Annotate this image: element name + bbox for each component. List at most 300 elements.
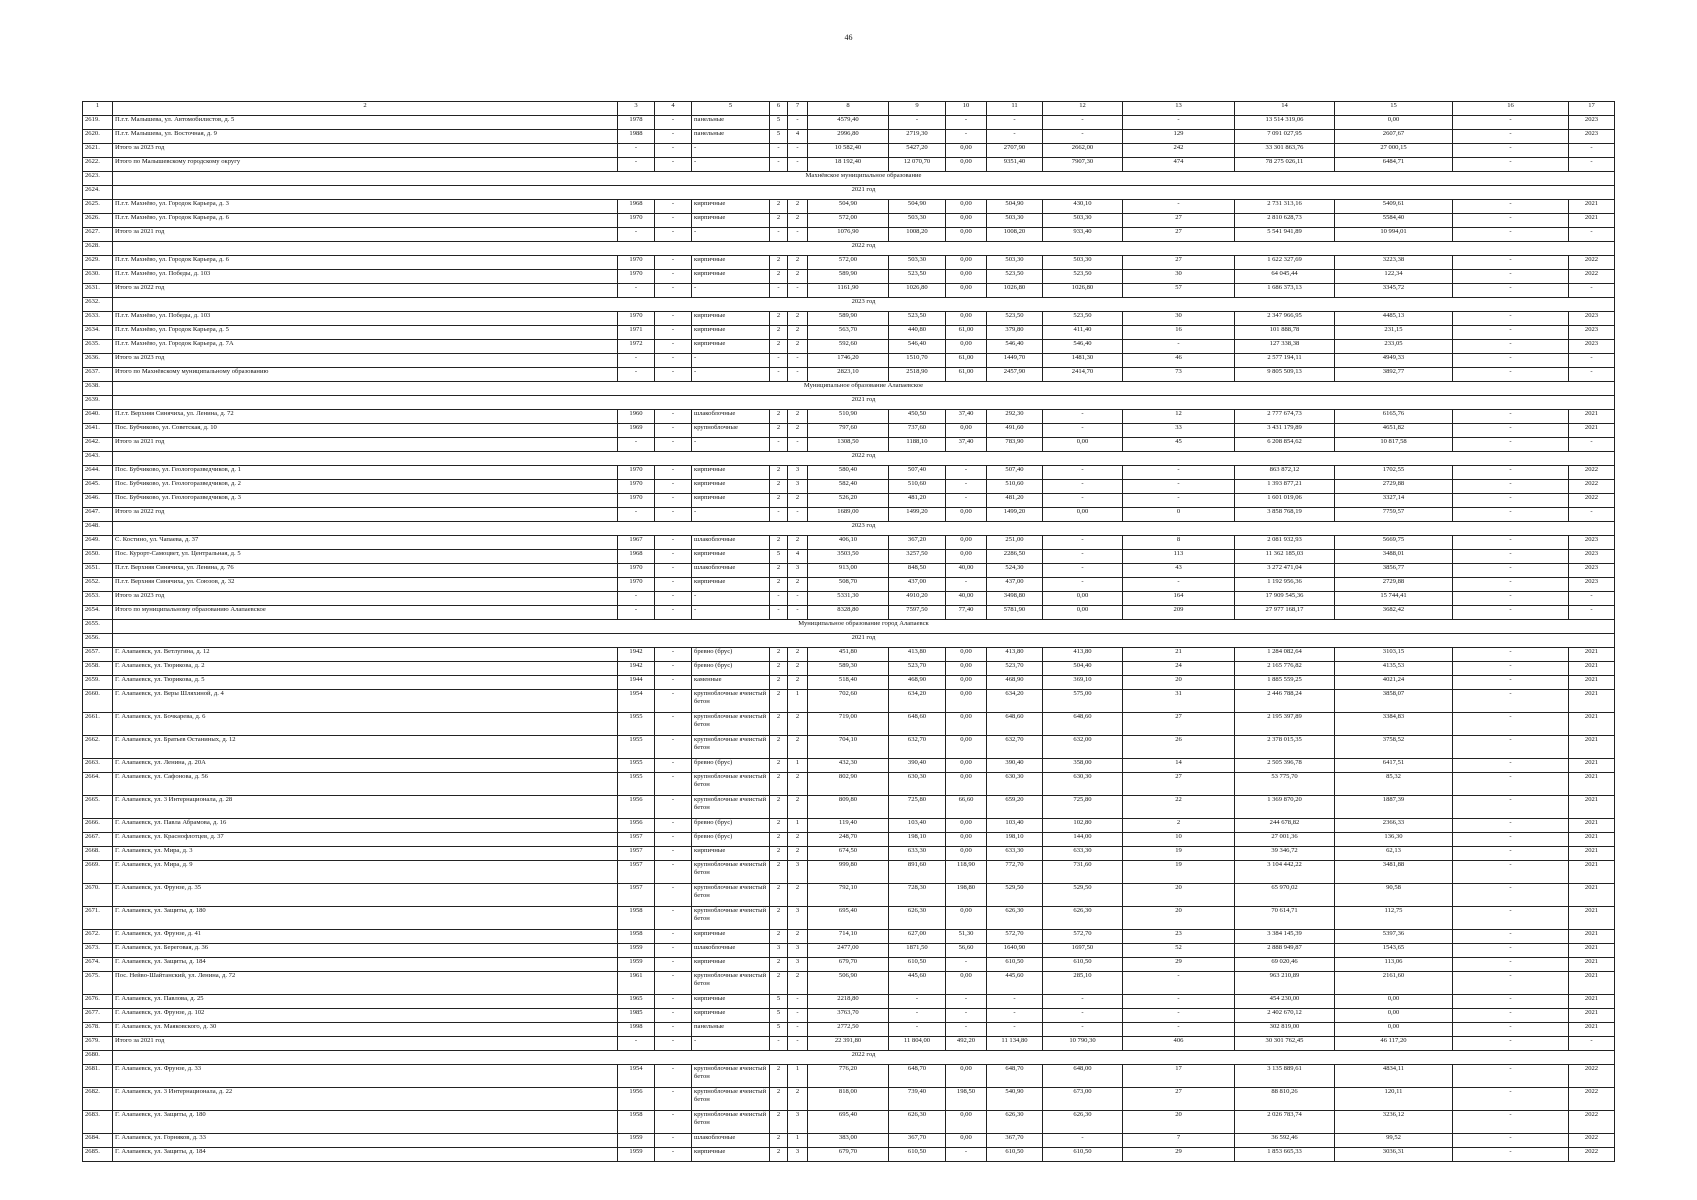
address-cell: Итого за 2022 год bbox=[113, 284, 618, 298]
table-cell: 0,00 bbox=[946, 228, 987, 242]
row-number: 2652. bbox=[83, 578, 113, 592]
table-row bbox=[83, 884, 1615, 907]
table-cell: 0,00 bbox=[1335, 1023, 1453, 1037]
table-cell: 1640,90 bbox=[987, 944, 1043, 958]
table-cell: 526,20 bbox=[808, 494, 889, 508]
table-cell: - bbox=[692, 284, 770, 298]
table-cell: 2021 bbox=[1569, 972, 1615, 995]
table-cell: 704,10 bbox=[808, 736, 889, 759]
table-cell: 2 bbox=[788, 773, 808, 796]
table-cell: 2021 bbox=[1569, 958, 1615, 972]
table-cell: 563,70 bbox=[808, 326, 889, 340]
table-cell: 2 bbox=[788, 847, 808, 861]
table-cell: 0,00 bbox=[946, 340, 987, 354]
address-cell: Г. Алапаевск, ул. 3 Интернационала, д. 22 bbox=[113, 1088, 618, 1111]
table-cell: 2022 bbox=[1569, 1065, 1615, 1088]
table-cell: 46 bbox=[1123, 354, 1235, 368]
table-cell: 1985 bbox=[618, 1009, 655, 1023]
address-cell: П.г.т. Малышева, ул. Автомобилистов, д. 5 bbox=[113, 116, 618, 130]
section-row bbox=[83, 186, 1615, 200]
table-cell: 292,30 bbox=[987, 410, 1043, 424]
address-cell: Г. Алапаевск, ул. Тюрикова, д. 5 bbox=[113, 676, 618, 690]
address-cell: Г. Алапаевск, ул. Краснофлотцев, д. 37 bbox=[113, 833, 618, 847]
table-row bbox=[83, 1148, 1615, 1162]
table-row bbox=[83, 773, 1615, 796]
address-cell: Г. Алапаевск, ул. Защиты, д. 180 bbox=[113, 907, 618, 930]
table-cell: 491,60 bbox=[987, 424, 1043, 438]
table-cell: 2 026 783,74 bbox=[1235, 1111, 1335, 1134]
table-cell: 0,00 bbox=[946, 144, 987, 158]
table-cell: 2 bbox=[770, 819, 788, 833]
table-cell: - bbox=[1123, 480, 1235, 494]
table-cell: 2021 bbox=[1569, 847, 1615, 861]
table-cell: 2 bbox=[770, 648, 788, 662]
row-number: 2668. bbox=[83, 847, 113, 861]
table-cell: 8 bbox=[1123, 536, 1235, 550]
table-cell: 2021 bbox=[1569, 861, 1615, 884]
table-cell: 776,20 bbox=[808, 1065, 889, 1088]
table-cell: - bbox=[1453, 713, 1569, 736]
table-cell: - bbox=[618, 592, 655, 606]
table-cell: - bbox=[1043, 578, 1123, 592]
table-cell: 1 853 665,33 bbox=[1235, 1148, 1335, 1162]
table-cell: - bbox=[1453, 326, 1569, 340]
table-cell: 1481,30 bbox=[1043, 354, 1123, 368]
table-cell: 2 bbox=[770, 736, 788, 759]
table-cell: 2 bbox=[788, 424, 808, 438]
table-cell: 2023 bbox=[1569, 578, 1615, 592]
column-number-cell: 17 bbox=[1569, 102, 1615, 116]
table-cell: крупноблочные bbox=[692, 424, 770, 438]
table-cell: 3257,50 bbox=[889, 550, 946, 564]
table-cell: 0,00 bbox=[946, 907, 987, 930]
table-cell: - bbox=[655, 326, 692, 340]
row-number: 2655. bbox=[83, 620, 113, 634]
table-cell: 2 bbox=[788, 256, 808, 270]
table-cell: - bbox=[788, 158, 808, 172]
housing-register-table bbox=[82, 101, 1615, 1162]
row-number: 2624. bbox=[83, 186, 113, 200]
table-cell: 12 070,70 bbox=[889, 158, 946, 172]
table-cell: 4651,82 bbox=[1335, 424, 1453, 438]
table-cell: 1956 bbox=[618, 796, 655, 819]
table-cell: - bbox=[1569, 508, 1615, 522]
table-cell: - bbox=[1453, 1023, 1569, 1037]
column-number-cell: 3 bbox=[618, 102, 655, 116]
table-cell: 468,90 bbox=[987, 676, 1043, 690]
address-cell: Пос. Курорт-Самоцвет, ул. Центральная, д. 5 bbox=[113, 550, 618, 564]
table-cell: - bbox=[655, 690, 692, 713]
table-cell: 2022 bbox=[1569, 494, 1615, 508]
table-cell: кирпичные bbox=[692, 200, 770, 214]
table-cell: 2 bbox=[770, 861, 788, 884]
table-cell: 1 bbox=[788, 819, 808, 833]
table-cell: - bbox=[655, 1111, 692, 1134]
table-cell: 390,40 bbox=[889, 759, 946, 773]
table-cell: кирпичные bbox=[692, 1148, 770, 1162]
section-title: 2023 год bbox=[113, 298, 1615, 312]
table-row bbox=[83, 995, 1615, 1009]
table-cell: - bbox=[1043, 1009, 1123, 1023]
table-cell: 3 384 145,39 bbox=[1235, 930, 1335, 944]
table-cell: 1 885 559,25 bbox=[1235, 676, 1335, 690]
table-cell: 2 347 966,95 bbox=[1235, 312, 1335, 326]
row-number: 2625. bbox=[83, 200, 113, 214]
table-cell: - bbox=[1123, 1009, 1235, 1023]
table-cell: - bbox=[788, 1023, 808, 1037]
column-number-cell: 13 bbox=[1123, 102, 1235, 116]
table-cell: 1543,65 bbox=[1335, 944, 1453, 958]
table-cell: 632,00 bbox=[1043, 736, 1123, 759]
table-cell: 6165,76 bbox=[1335, 410, 1453, 424]
table-cell: крупноблочные ячеистый бетон bbox=[692, 861, 770, 884]
table-cell: - bbox=[1569, 354, 1615, 368]
table-cell: бревно (брус) bbox=[692, 833, 770, 847]
table-cell: 1957 bbox=[618, 861, 655, 884]
table-cell: - bbox=[1043, 564, 1123, 578]
table-cell: 22 bbox=[1123, 796, 1235, 819]
table-cell: 30 bbox=[1123, 270, 1235, 284]
table-cell: - bbox=[770, 158, 788, 172]
table-cell: - bbox=[987, 1023, 1043, 1037]
table-cell: 2021 bbox=[1569, 833, 1615, 847]
table-cell: 3 bbox=[788, 480, 808, 494]
table-cell: 0,00 bbox=[946, 200, 987, 214]
table-cell: 0,00 bbox=[946, 508, 987, 522]
table-cell: крупноблочные ячеистый бетон bbox=[692, 884, 770, 907]
table-cell: - bbox=[1569, 228, 1615, 242]
table-cell: 0,00 bbox=[946, 759, 987, 773]
table-cell: - bbox=[946, 1009, 987, 1023]
table-cell: 5 bbox=[770, 550, 788, 564]
row-number: 2644. bbox=[83, 466, 113, 480]
table-cell: крупноблочные ячеистый бетон bbox=[692, 736, 770, 759]
table-cell: 0,00 bbox=[946, 819, 987, 833]
table-cell: - bbox=[618, 284, 655, 298]
table-cell: - bbox=[987, 116, 1043, 130]
table-cell: 2022 bbox=[1569, 466, 1615, 480]
row-number: 2675. bbox=[83, 972, 113, 995]
table-row bbox=[83, 606, 1615, 620]
table-cell: кирпичные bbox=[692, 466, 770, 480]
table-cell: 3223,38 bbox=[1335, 256, 1453, 270]
table-cell: 648,60 bbox=[987, 713, 1043, 736]
table-cell: 5 bbox=[770, 995, 788, 1009]
table-cell: 0 bbox=[1123, 508, 1235, 522]
table-cell: 21 bbox=[1123, 648, 1235, 662]
table-cell: 1942 bbox=[618, 648, 655, 662]
row-number: 2651. bbox=[83, 564, 113, 578]
table-cell: 85,32 bbox=[1335, 773, 1453, 796]
table-cell: 1971 bbox=[618, 326, 655, 340]
table-cell: - bbox=[655, 144, 692, 158]
table-cell: 0,00 bbox=[946, 550, 987, 564]
table-cell: 695,40 bbox=[808, 1111, 889, 1134]
table-cell: 37,40 bbox=[946, 410, 987, 424]
table-cell: 2 bbox=[1123, 819, 1235, 833]
table-cell: 61,00 bbox=[946, 354, 987, 368]
table-cell: 3036,31 bbox=[1335, 1148, 1453, 1162]
table-cell: 2 bbox=[770, 972, 788, 995]
table-row bbox=[83, 270, 1615, 284]
table-cell: - bbox=[655, 713, 692, 736]
table-cell: - bbox=[788, 284, 808, 298]
address-cell: П.г.т. Махнёво, ул. Городок Карьера, д. 6 bbox=[113, 256, 618, 270]
table-cell: - bbox=[1043, 494, 1123, 508]
table-cell: 2021 bbox=[1569, 930, 1615, 944]
row-number: 2629. bbox=[83, 256, 113, 270]
row-number: 2638. bbox=[83, 382, 113, 396]
table-cell: - bbox=[655, 228, 692, 242]
table-cell: 546,40 bbox=[987, 340, 1043, 354]
table-cell: - bbox=[655, 312, 692, 326]
table-row bbox=[83, 796, 1615, 819]
table-cell: 3 bbox=[788, 1148, 808, 1162]
table-cell: крупноблочные ячеистый бетон bbox=[692, 1065, 770, 1088]
table-cell: 1958 bbox=[618, 930, 655, 944]
table-cell: - bbox=[655, 648, 692, 662]
table-cell: 1188,10 bbox=[889, 438, 946, 452]
table-cell: 1 393 877,21 bbox=[1235, 480, 1335, 494]
table-cell: 2022 bbox=[1569, 1134, 1615, 1148]
table-cell: 0,00 bbox=[946, 662, 987, 676]
table-cell: 1076,90 bbox=[808, 228, 889, 242]
table-cell: 1 bbox=[788, 1134, 808, 1148]
address-cell: Г. Алапаевск, ул. Маяковского, д. 30 bbox=[113, 1023, 618, 1037]
address-cell: Г. Алапаевск, ул. Павлова, д. 25 bbox=[113, 995, 618, 1009]
table-cell: - bbox=[987, 995, 1043, 1009]
table-row bbox=[83, 466, 1615, 480]
column-number-cell: 2 bbox=[113, 102, 618, 116]
table-cell: 7759,57 bbox=[1335, 508, 1453, 522]
table-cell: 2 bbox=[788, 200, 808, 214]
table-cell: 390,40 bbox=[987, 759, 1043, 773]
table-cell: 575,00 bbox=[1043, 690, 1123, 713]
address-cell: Г. Алапаевск, ул. Защиты, д. 184 bbox=[113, 1148, 618, 1162]
table-cell: - bbox=[692, 606, 770, 620]
table-cell: 523,50 bbox=[1043, 270, 1123, 284]
table-cell: - bbox=[692, 354, 770, 368]
table-cell: 2021 bbox=[1569, 907, 1615, 930]
table-row bbox=[83, 354, 1615, 368]
table-row bbox=[83, 550, 1615, 564]
table-cell: - bbox=[655, 1134, 692, 1148]
table-cell: 630,30 bbox=[1043, 773, 1123, 796]
table-cell: - bbox=[655, 256, 692, 270]
table-cell: 632,70 bbox=[987, 736, 1043, 759]
table-cell: 503,30 bbox=[1043, 256, 1123, 270]
table-cell: 445,60 bbox=[889, 972, 946, 995]
table-cell: 679,70 bbox=[808, 958, 889, 972]
table-cell: 2021 bbox=[1569, 819, 1615, 833]
table-cell: 198,80 bbox=[946, 884, 987, 907]
table-cell: - bbox=[692, 1037, 770, 1051]
table-cell: 3 bbox=[788, 907, 808, 930]
table-cell: - bbox=[788, 438, 808, 452]
table-cell: 17 bbox=[1123, 1065, 1235, 1088]
table-cell: 413,80 bbox=[987, 648, 1043, 662]
row-number: 2683. bbox=[83, 1111, 113, 1134]
table-cell: - bbox=[655, 907, 692, 930]
table-cell: 7 091 027,95 bbox=[1235, 130, 1335, 144]
table-cell: кирпичные bbox=[692, 958, 770, 972]
section-row bbox=[83, 396, 1615, 410]
table-cell: 4579,40 bbox=[808, 116, 889, 130]
table-cell: 1958 bbox=[618, 907, 655, 930]
row-number: 2639. bbox=[83, 396, 113, 410]
table-cell: 22 391,80 bbox=[808, 1037, 889, 1051]
table-cell: - bbox=[1453, 494, 1569, 508]
table-cell: - bbox=[788, 1009, 808, 1023]
table-cell: 2457,90 bbox=[987, 368, 1043, 382]
table-cell: 1308,50 bbox=[808, 438, 889, 452]
table-cell: 3 bbox=[788, 1111, 808, 1134]
table-cell: - bbox=[1123, 972, 1235, 995]
table-cell: - bbox=[655, 958, 692, 972]
table-cell: 2021 bbox=[1569, 662, 1615, 676]
table-cell: 10 582,40 bbox=[808, 144, 889, 158]
table-cell: 772,70 bbox=[987, 861, 1043, 884]
table-row bbox=[83, 284, 1615, 298]
table-cell: 33 301 863,76 bbox=[1235, 144, 1335, 158]
table-cell: 783,90 bbox=[987, 438, 1043, 452]
table-cell: 57 bbox=[1123, 284, 1235, 298]
row-number: 2631. bbox=[83, 284, 113, 298]
table-cell: 648,70 bbox=[889, 1065, 946, 1088]
table-row bbox=[83, 200, 1615, 214]
table-cell: 36 592,46 bbox=[1235, 1134, 1335, 1148]
table-cell: 65 970,02 bbox=[1235, 884, 1335, 907]
table-cell: 1961 bbox=[618, 972, 655, 995]
section-row bbox=[83, 382, 1615, 396]
address-cell: Пос. Бубчиково, ул. Геологоразведчиков, д. 1 bbox=[113, 466, 618, 480]
table-cell: 379,80 bbox=[987, 326, 1043, 340]
row-number: 2641. bbox=[83, 424, 113, 438]
row-number: 2671. bbox=[83, 907, 113, 930]
table-cell: 70 614,71 bbox=[1235, 907, 1335, 930]
table-cell: - bbox=[655, 578, 692, 592]
section-row bbox=[83, 522, 1615, 536]
table-cell: - bbox=[788, 368, 808, 382]
table-cell: 2 bbox=[770, 907, 788, 930]
address-cell: Итого за 2022 год bbox=[113, 508, 618, 522]
table-cell: - bbox=[1569, 592, 1615, 606]
table-cell: панельные bbox=[692, 1023, 770, 1037]
table-row bbox=[83, 494, 1615, 508]
table-row bbox=[83, 410, 1615, 424]
table-cell: 198,50 bbox=[946, 1088, 987, 1111]
table-cell: - bbox=[1453, 884, 1569, 907]
row-number: 2662. bbox=[83, 736, 113, 759]
table-cell: - bbox=[788, 144, 808, 158]
table-cell: - bbox=[1453, 536, 1569, 550]
table-cell: 797,60 bbox=[808, 424, 889, 438]
table-cell: 503,30 bbox=[1043, 214, 1123, 228]
table-cell: 45 bbox=[1123, 438, 1235, 452]
table-row bbox=[83, 1134, 1615, 1148]
table-cell: 4949,33 bbox=[1335, 354, 1453, 368]
table-cell: 285,10 bbox=[1043, 972, 1123, 995]
table-cell: 2 bbox=[770, 270, 788, 284]
table-cell: 102,80 bbox=[1043, 819, 1123, 833]
table-cell: - bbox=[655, 508, 692, 522]
table-cell: 2021 bbox=[1569, 214, 1615, 228]
table-row bbox=[83, 340, 1615, 354]
table-cell: 503,30 bbox=[987, 256, 1043, 270]
table-cell: 504,90 bbox=[889, 200, 946, 214]
address-cell: Г. Алапаевск, ул. Фрунзе, д. 33 bbox=[113, 1065, 618, 1088]
table-cell: 198,10 bbox=[889, 833, 946, 847]
address-cell: Г. Алапаевск, ул. Защиты, д. 180 bbox=[113, 1111, 618, 1134]
row-number: 2619. bbox=[83, 116, 113, 130]
table-cell: 474 bbox=[1123, 158, 1235, 172]
table-cell: 627,00 bbox=[889, 930, 946, 944]
table-cell: 572,70 bbox=[987, 930, 1043, 944]
table-row bbox=[83, 368, 1615, 382]
table-cell: 1970 bbox=[618, 578, 655, 592]
table-cell: 358,00 bbox=[1043, 759, 1123, 773]
table-cell: 2 bbox=[788, 340, 808, 354]
table-cell: 2414,70 bbox=[1043, 368, 1123, 382]
table-cell: 626,30 bbox=[1043, 1111, 1123, 1134]
row-number: 2627. bbox=[83, 228, 113, 242]
table-cell: 1969 bbox=[618, 424, 655, 438]
table-row bbox=[83, 676, 1615, 690]
table-cell: 2772,50 bbox=[808, 1023, 889, 1037]
row-number: 2680. bbox=[83, 1051, 113, 1065]
table-cell: - bbox=[1043, 995, 1123, 1009]
table-cell: 648,60 bbox=[889, 713, 946, 736]
address-cell: Итого за 2023 год bbox=[113, 354, 618, 368]
table-cell: - bbox=[1043, 550, 1123, 564]
table-cell: - bbox=[655, 944, 692, 958]
table-cell: бревно (брус) bbox=[692, 819, 770, 833]
table-cell: 9 805 509,13 bbox=[1235, 368, 1335, 382]
table-cell: 1955 bbox=[618, 736, 655, 759]
row-number: 2660. bbox=[83, 690, 113, 713]
table-cell: 2 402 670,12 bbox=[1235, 1009, 1335, 1023]
table-cell: - bbox=[1123, 200, 1235, 214]
section-title: 2023 год bbox=[113, 522, 1615, 536]
table-cell: 648,70 bbox=[987, 1065, 1043, 1088]
table-cell: - bbox=[1453, 284, 1569, 298]
table-cell: шлакоблочные bbox=[692, 1134, 770, 1148]
table-cell: 2 888 949,87 bbox=[1235, 944, 1335, 958]
table-row bbox=[83, 564, 1615, 578]
table-cell: 1499,20 bbox=[987, 508, 1043, 522]
table-cell: 451,80 bbox=[808, 648, 889, 662]
table-cell: 3384,83 bbox=[1335, 713, 1453, 736]
table-cell: 4135,53 bbox=[1335, 662, 1453, 676]
table-cell: 1026,80 bbox=[1043, 284, 1123, 298]
table-cell: - bbox=[770, 354, 788, 368]
table-cell: кирпичные bbox=[692, 995, 770, 1009]
table-cell: 90,58 bbox=[1335, 884, 1453, 907]
table-cell: 2 bbox=[770, 200, 788, 214]
address-cell: Пос. Бубчиково, ул. Советская, д. 10 bbox=[113, 424, 618, 438]
table-cell: 510,60 bbox=[889, 480, 946, 494]
table-cell: 406,10 bbox=[808, 536, 889, 550]
table-cell: 2 bbox=[770, 1088, 788, 1111]
table-cell: 2 810 628,73 bbox=[1235, 214, 1335, 228]
row-number: 2681. bbox=[83, 1065, 113, 1088]
row-number: 2620. bbox=[83, 130, 113, 144]
table-cell: крупноблочные ячеистый бетон bbox=[692, 690, 770, 713]
table-cell: - bbox=[618, 606, 655, 620]
address-cell: Г. Алапаевск, ул. Мира, д. 3 bbox=[113, 847, 618, 861]
table-cell: - bbox=[692, 368, 770, 382]
table-cell: 37,40 bbox=[946, 438, 987, 452]
